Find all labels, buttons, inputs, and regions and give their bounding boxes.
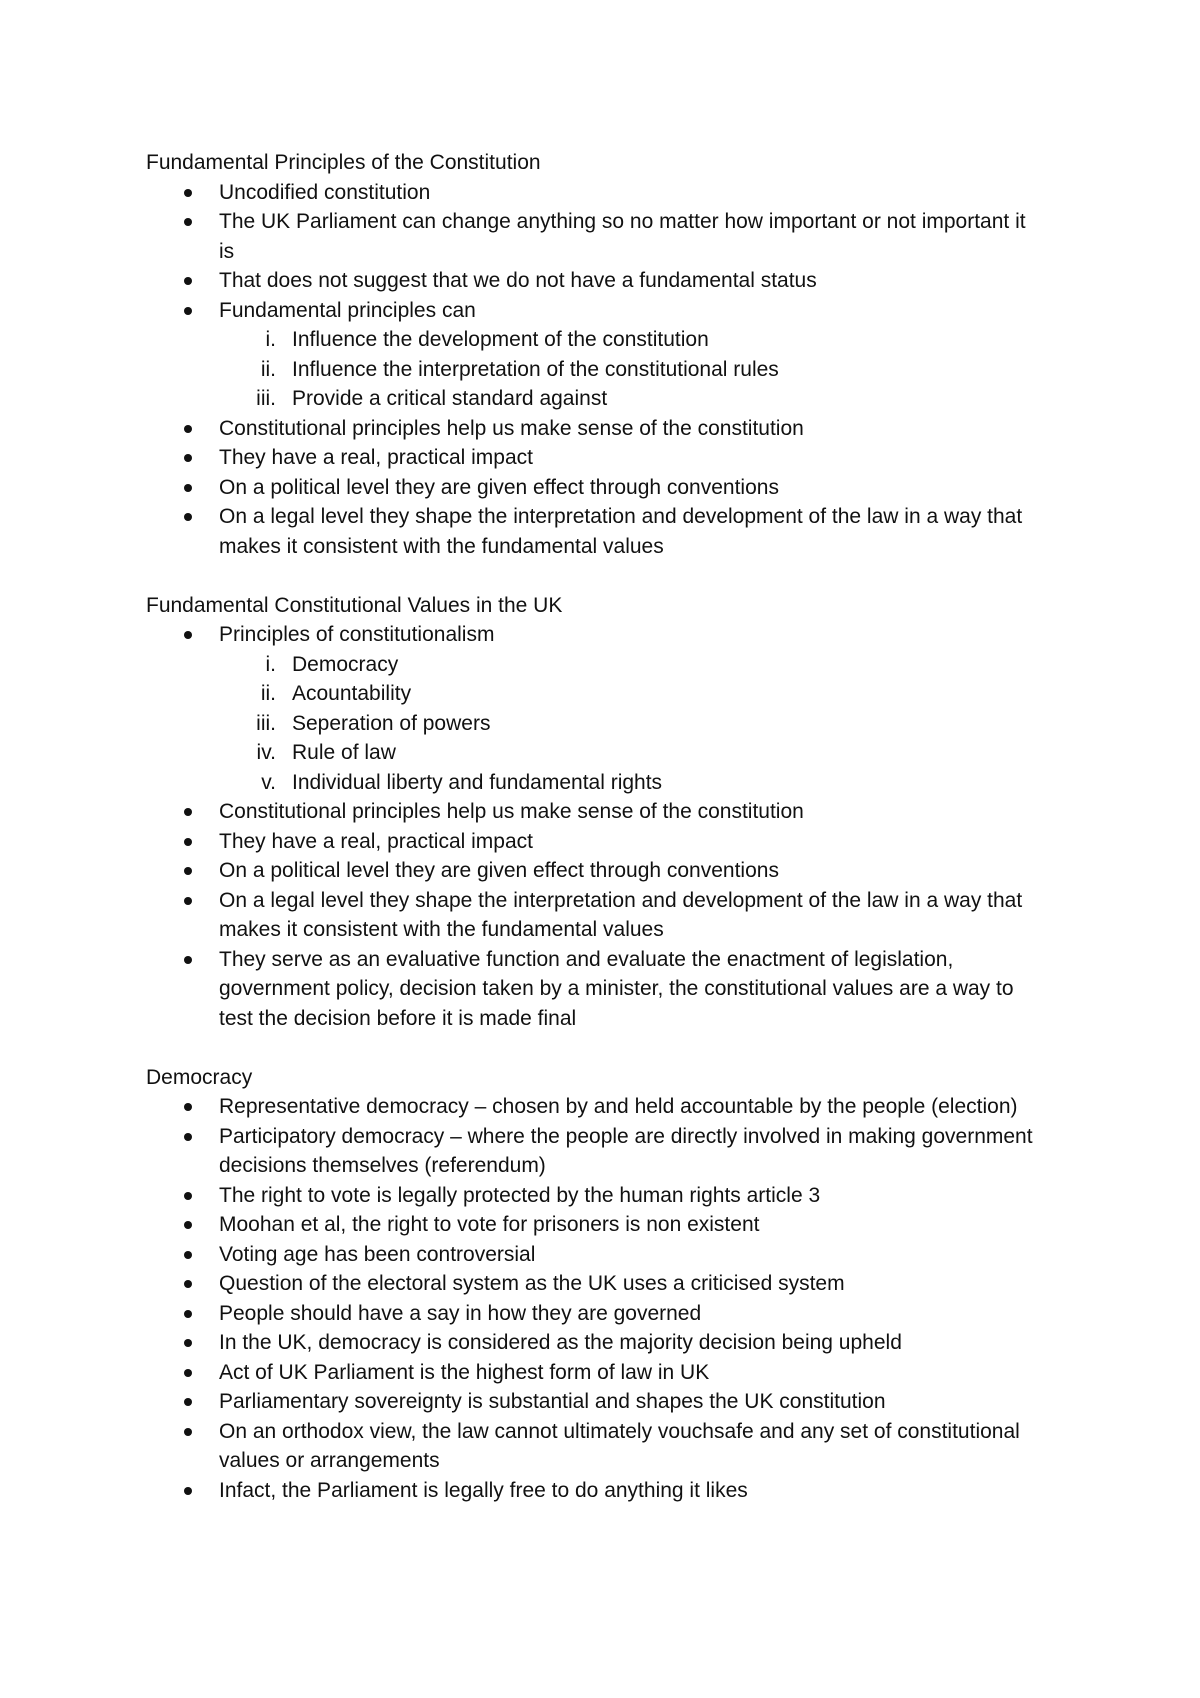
bullet-list	[146, 1092, 1046, 1505]
bullet-icon	[184, 1369, 192, 1377]
bullet-icon	[184, 425, 192, 433]
list-item-text: On a political level they are given effect through conventions	[219, 475, 779, 499]
list-item-text: The right to vote is legally protected by the human rights article 3	[219, 1183, 821, 1207]
list-item	[146, 1240, 1046, 1270]
sub-list-item	[146, 355, 1046, 385]
list-item	[146, 414, 1046, 444]
bullet-icon	[184, 1428, 192, 1436]
list-item-text: The UK Parliament can change anything so no matter how important or not important it is	[219, 210, 1026, 263]
list-item	[146, 827, 1046, 857]
list-item	[146, 1417, 1046, 1476]
bullet-icon	[184, 484, 192, 492]
list-item-text: On an orthodox view, the law cannot ultimately vouchsafe and any set of constitutional values or arrangements	[219, 1419, 1020, 1472]
bullet-icon	[184, 1487, 192, 1495]
sub-list-item	[146, 709, 1046, 739]
list-item	[146, 1328, 1046, 1358]
bullet-icon	[184, 1221, 192, 1229]
list-item-text: They serve as an evaluative function and evaluate the enactment of legislation, government policy, decision taken by a minister, the constitutional values are a way to test the decision before it is made final	[219, 947, 1014, 1030]
bullet-icon	[184, 1103, 192, 1111]
list-item-text: They have a real, practical impact	[219, 829, 533, 853]
document-body	[146, 148, 1046, 1505]
list-item-text: Constitutional principles help us make sense of the constitution	[219, 416, 804, 440]
roman-numbered-list	[146, 650, 1046, 798]
sub-list-item	[146, 679, 1046, 709]
list-item	[146, 856, 1046, 886]
list-item-text: Infact, the Parliament is legally free to do anything it likes	[219, 1478, 748, 1502]
bullet-icon	[184, 513, 192, 521]
list-item	[146, 1358, 1046, 1388]
bullet-icon	[184, 867, 192, 875]
list-item	[146, 1210, 1046, 1240]
sub-list-item-text: Individual liberty and fundamental rights	[292, 770, 663, 794]
list-item	[146, 620, 1046, 650]
list-item	[146, 207, 1046, 266]
list-item-text: Constitutional principles help us make sense of the constitution	[219, 800, 804, 823]
list-item	[146, 1269, 1046, 1299]
list-item-text: Question of the electoral system as the UK uses a criticised system	[219, 1272, 845, 1295]
list-item-text: Fundamental principles can	[219, 298, 476, 322]
bullet-icon	[184, 808, 192, 816]
bullet-icon	[184, 1192, 192, 1200]
list-item-text: Voting age has been controversial	[219, 1242, 536, 1266]
roman-numeral-marker: v.	[261, 770, 276, 794]
list-item	[146, 797, 1046, 827]
sub-list-item-text: Influence the interpretation of the constitutional rules	[292, 357, 779, 381]
bullet-icon	[184, 897, 192, 905]
roman-numeral-marker: iii.	[256, 387, 276, 410]
list-item	[146, 945, 1046, 1034]
section-heading: Fundamental Principles of the Constitution	[146, 151, 541, 174]
bullet-list	[146, 620, 1046, 1033]
roman-numeral-marker: i.	[265, 652, 276, 676]
bullet-icon	[184, 1133, 192, 1141]
list-item	[146, 473, 1046, 503]
bullet-icon	[184, 454, 192, 462]
sub-list-item	[146, 768, 1046, 798]
roman-numbered-list	[146, 325, 1046, 414]
list-item-text: People should have a say in how they are governed	[219, 1301, 702, 1325]
list-item-text: Representative democracy – chosen by and held accountable by the people (election)	[219, 1095, 1018, 1118]
list-item-text: In the UK, democracy is considered as the majority decision being upheld	[219, 1331, 902, 1354]
list-item-text: Participatory democracy – where the people are directly involved in making government decisions themselves (referendum)	[219, 1124, 1033, 1177]
bullet-icon	[184, 1310, 192, 1318]
bullet-icon	[184, 218, 192, 226]
list-item-text: That does not suggest that we do not have a fundamental status	[219, 269, 817, 292]
sub-list-item	[146, 650, 1046, 680]
sub-list-container	[146, 650, 1046, 798]
bullet-icon	[184, 1251, 192, 1259]
list-item-text: On a legal level they shape the interpretation and development of the law in a way that makes it consistent with the fundamental values	[219, 505, 1023, 558]
sub-list-container	[146, 325, 1046, 414]
section-heading: Fundamental Constitutional Values in the UK	[146, 593, 563, 617]
list-item	[146, 178, 1046, 208]
list-item	[146, 1181, 1046, 1211]
sub-list-item-text: Influence the development of the constitution	[292, 328, 709, 351]
list-item	[146, 1476, 1046, 1506]
list-item	[146, 1092, 1046, 1122]
bullet-icon	[184, 277, 192, 285]
roman-numeral-marker: ii.	[260, 357, 276, 381]
list-item-text: Act of UK Parliament is the highest form of law in UK	[219, 1360, 710, 1384]
roman-numeral-marker: iii.	[256, 711, 276, 735]
list-item	[146, 502, 1046, 561]
list-item	[146, 266, 1046, 296]
bullet-icon	[184, 1339, 192, 1347]
list-item	[146, 443, 1046, 473]
section	[146, 148, 1046, 561]
bullet-icon	[184, 307, 192, 315]
bullet-icon	[184, 956, 192, 964]
list-item-text: Moohan et al, the right to vote for prisoners is non existent	[219, 1213, 760, 1236]
bullet-icon	[184, 189, 192, 197]
sub-list-item-text: Acountability	[292, 682, 412, 705]
list-item-text: On a legal level they shape the interpretation and development of the law in a way that makes it consistent with the fundamental values	[219, 888, 1023, 941]
list-item	[146, 1299, 1046, 1329]
roman-numeral-marker: i.	[265, 328, 276, 351]
list-item	[146, 1387, 1046, 1417]
section	[146, 1063, 1046, 1506]
sub-list-item-text: Rule of law	[292, 741, 396, 764]
section-heading: Democracy	[146, 1065, 253, 1089]
sub-list-item	[146, 384, 1046, 414]
sub-list-item	[146, 738, 1046, 768]
sub-list-item-text: Seperation of powers	[292, 711, 491, 735]
list-item	[146, 296, 1046, 326]
bullet-icon	[184, 1280, 192, 1288]
list-item-text: Principles of constitutionalism	[219, 623, 495, 646]
list-item	[146, 1122, 1046, 1181]
list-item-text: They have a real, practical impact	[219, 446, 533, 469]
bullet-list	[146, 178, 1046, 562]
list-item-text: Parliamentary sovereignty is substantial and shapes the UK constitution	[219, 1390, 886, 1413]
sub-list-item	[146, 325, 1046, 355]
bullet-icon	[184, 1398, 192, 1406]
list-item	[146, 886, 1046, 945]
roman-numeral-marker: iv.	[256, 741, 276, 764]
bullet-icon	[184, 838, 192, 846]
bullet-icon	[184, 631, 192, 639]
section	[146, 591, 1046, 1034]
roman-numeral-marker: ii.	[260, 682, 276, 705]
list-item-text: On a political level they are given effect through conventions	[219, 859, 779, 882]
list-item-text: Uncodified constitution	[219, 180, 431, 204]
sub-list-item-text: Democracy	[292, 652, 399, 676]
sub-list-item-text: Provide a critical standard against	[292, 387, 608, 410]
